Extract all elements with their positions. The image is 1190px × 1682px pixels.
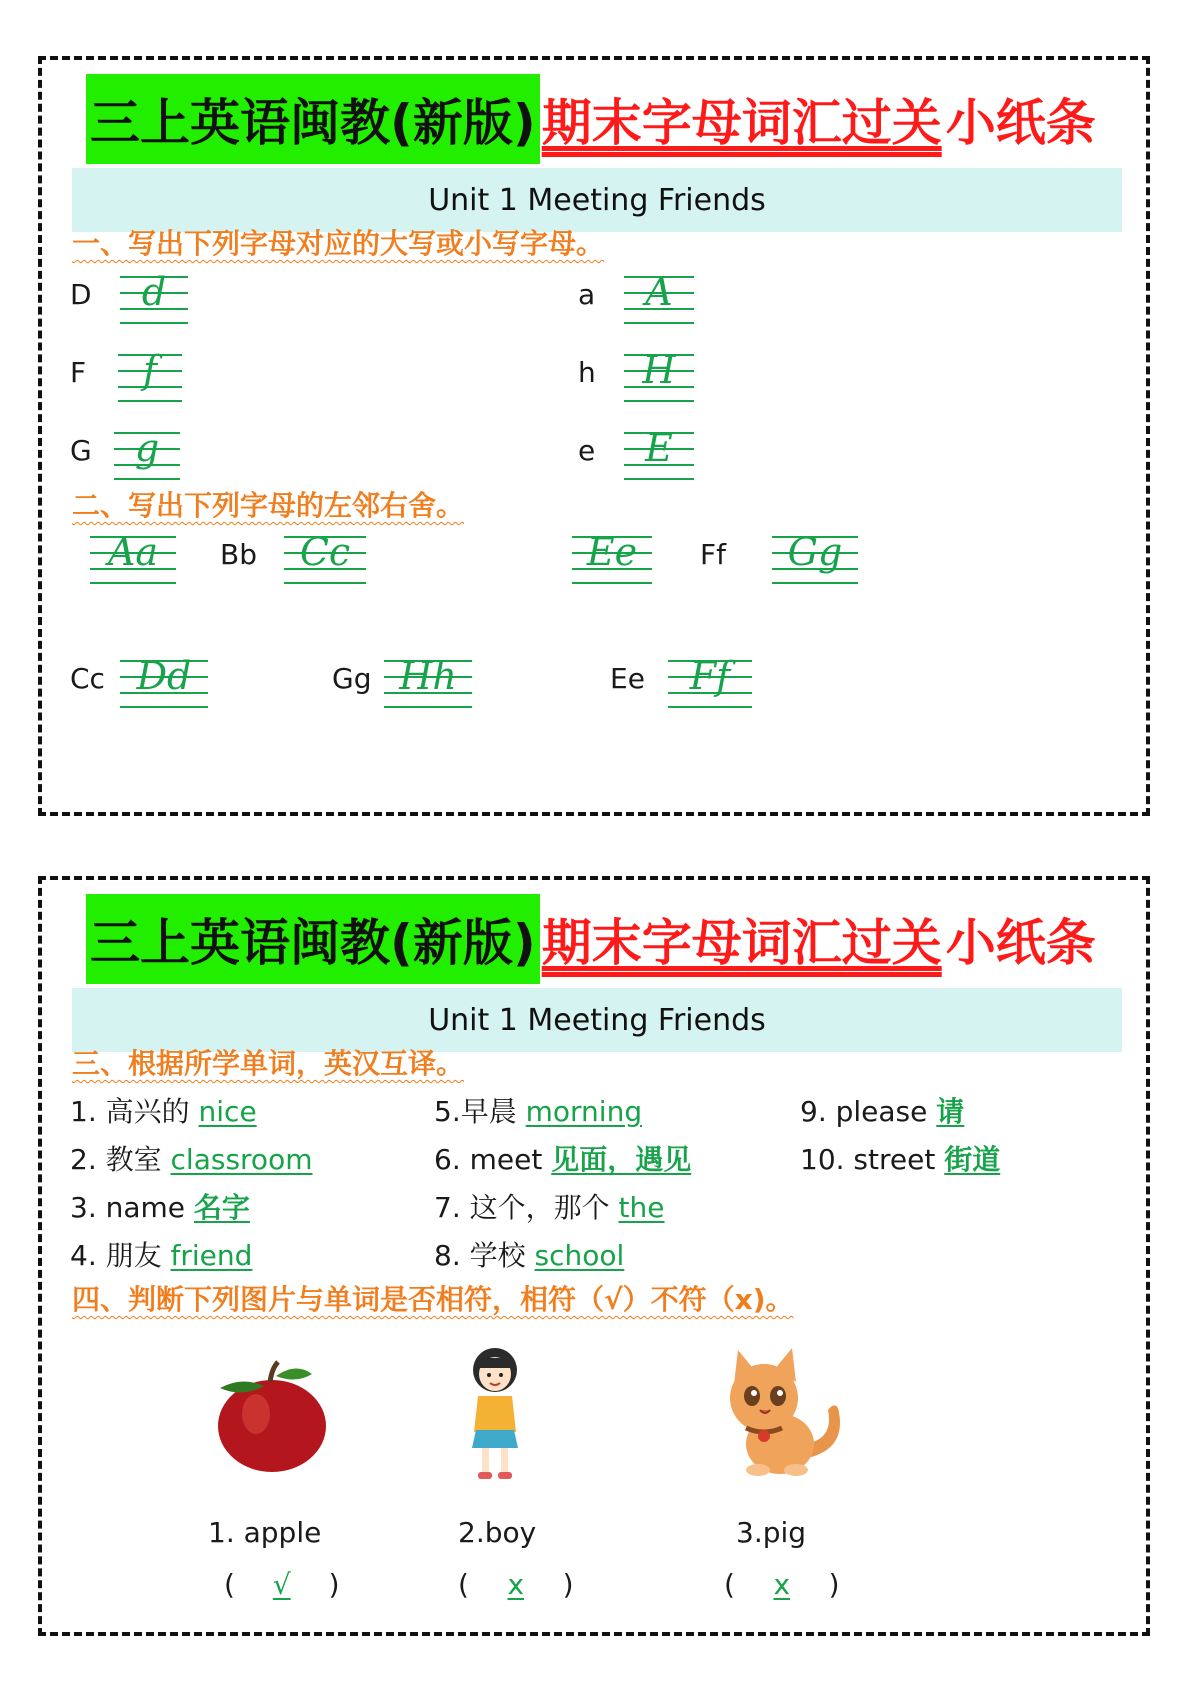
judge-answer-slot: ( x ) (724, 1568, 840, 1601)
next-answer: Hh (399, 654, 457, 698)
letter-prompt: h (578, 356, 596, 389)
vocab-item: 3. name 名字 (70, 1191, 250, 1224)
writing-lines (90, 528, 176, 584)
vocab-answer: school (534, 1239, 625, 1272)
judge-answer: x (507, 1568, 525, 1601)
neighbor-given: Ff (700, 538, 726, 571)
vocab-item: 5.早晨 morning (434, 1095, 643, 1128)
apple-icon (212, 1358, 332, 1474)
title-suffix-part: 小纸条 (945, 914, 1096, 972)
letter-prompt: G (70, 434, 92, 467)
letter-answer: A (645, 270, 673, 314)
neighbor-right-answer: Gg (787, 530, 843, 574)
next-given: Ee (610, 662, 645, 695)
writing-lines (624, 346, 694, 402)
section-heading-1: 一、写出下列字母对应的大写或小写字母。 (72, 227, 605, 260)
vocab-answer: the (618, 1191, 665, 1224)
judge-answer-slot: ( √ ) (224, 1568, 340, 1601)
writing-lines (572, 528, 652, 584)
vocab-answer: 街道 (944, 1143, 1001, 1176)
picture-caption: 3.pig (736, 1516, 807, 1549)
vocab-answer: 名字 (193, 1191, 250, 1224)
picture-caption: 2.boy (458, 1516, 537, 1549)
neighbor-left-answer: Aa (107, 530, 159, 574)
neighbor-given: Bb (220, 538, 257, 571)
neighbor-left-answer: Ee (586, 530, 638, 574)
vocab-item: 9. please 请 (800, 1095, 965, 1128)
title-suffix-part: 小纸条 (945, 94, 1096, 152)
next-answer: Ff (689, 654, 731, 698)
vocab-answer: classroom (170, 1143, 313, 1176)
vocab-item: 4. 朋友 friend (70, 1239, 253, 1272)
writing-lines (284, 528, 366, 584)
section-heading-2: 二、写出下列字母的左邻右舍。 (72, 489, 465, 522)
vocab-item: 1. 高兴的 nice (70, 1095, 257, 1128)
title-grade-part: 三上英语闽教(新版) (86, 74, 540, 164)
vocab-answer: nice (198, 1095, 257, 1128)
writing-lines (120, 652, 208, 708)
letter-prompt: e (578, 434, 596, 467)
vocab-answer: friend (170, 1239, 253, 1272)
writing-lines (120, 268, 188, 324)
judge-answer: √ (272, 1568, 291, 1601)
next-given: Cc (70, 662, 105, 695)
section-heading-4: 四、判断下列图片与单词是否相符，相符（√）不符（x)。 (72, 1283, 794, 1316)
letter-prompt: a (578, 278, 596, 311)
next-given: Gg (332, 662, 372, 695)
writing-lines (118, 346, 182, 402)
title-topic-part: 期末字母词汇过关 (541, 914, 942, 972)
title-topic-part: 期末字母词汇过关 (541, 94, 942, 152)
letter-answer: g (134, 426, 160, 470)
girl-icon (462, 1346, 528, 1486)
worksheet-card-letters (38, 56, 1150, 816)
vocab-item: 7. 这个，那个 the (434, 1191, 665, 1224)
letter-prompt: D (70, 278, 92, 311)
unit-banner: Unit 1 Meeting Friends (72, 988, 1122, 1052)
letter-answer: f (142, 348, 158, 392)
unit-banner: Unit 1 Meeting Friends (72, 168, 1122, 232)
writing-lines (384, 652, 472, 708)
vocab-answer: 请 (936, 1095, 965, 1128)
vocab-item: 6. meet 见面，遇见 (434, 1143, 692, 1176)
worksheet-title (86, 894, 1096, 984)
worksheet-title (86, 74, 1096, 164)
vocab-item: 8. 学校 school (434, 1239, 625, 1272)
vocab-item: 2. 教室 classroom (70, 1143, 313, 1176)
writing-lines (668, 652, 752, 708)
vocab-answer: 见面，遇见 (551, 1143, 692, 1176)
picture-caption: 1. apple (208, 1516, 322, 1549)
writing-lines (624, 424, 694, 480)
writing-lines (772, 528, 858, 584)
section-heading-3: 三、根据所学单词，英汉互译。 (72, 1047, 465, 1080)
cat-icon (708, 1348, 852, 1480)
neighbor-right-answer: Cc (299, 530, 351, 574)
worksheet-card-vocabulary (38, 876, 1150, 1636)
vocab-item: 10. street 街道 (800, 1143, 1001, 1176)
letter-answer: d (141, 270, 167, 314)
judge-answer: x (773, 1568, 791, 1601)
next-answer: Dd (136, 654, 192, 698)
letter-answer: E (645, 426, 673, 470)
letter-prompt: F (70, 356, 87, 389)
judge-answer-slot: ( x ) (458, 1568, 574, 1601)
writing-lines (114, 424, 180, 480)
letter-answer: H (642, 348, 676, 392)
writing-lines (624, 268, 694, 324)
title-grade-part: 三上英语闽教(新版) (86, 894, 540, 984)
vocab-answer: morning (525, 1095, 643, 1128)
